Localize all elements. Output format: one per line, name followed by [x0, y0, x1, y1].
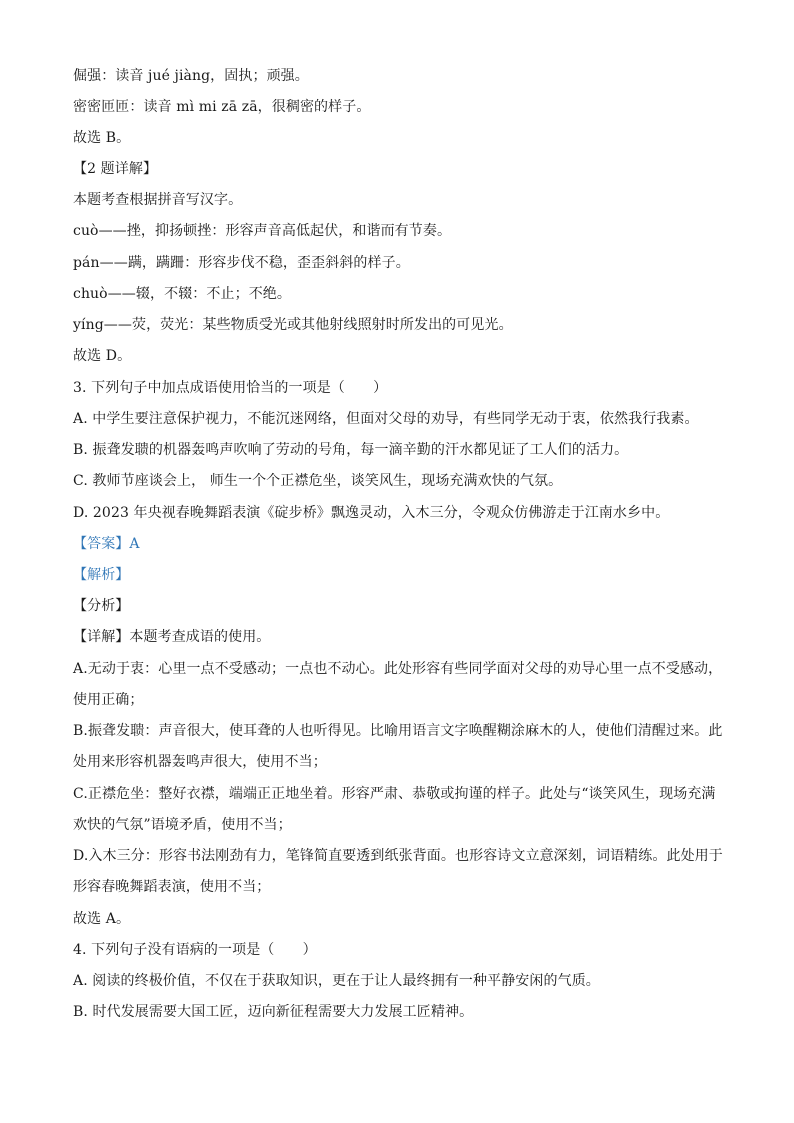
text-line: 故选 B。 [73, 130, 131, 146]
text-line: 本题考查根据拼音写汉字。 [73, 192, 243, 208]
text-line: 欢快的气氛”语境矛盾，使用不当； [73, 817, 292, 833]
text-line: C.正襟危坐：整好衣襟，端端正正地坐着。形容严肃、恭敬或拘谨的样子。此处与“谈笑风生，现场充满 [73, 786, 716, 802]
option-d: D. 2023 年央视春晚舞蹈表演《碇步桥》飘逸灵动，入木三分，令观众仿佛游走于江南水乡中。 [73, 505, 670, 521]
text-line: B.振聋发聩：声音很大，使耳聋的人也听得见。比喻用语言文字唤醒糊涂麻木的人，使他们清醒过来。此 [73, 723, 723, 739]
text-line: D.入木三分：形容书法刚劲有力，笔锋简直要透到纸张背面。也形容诗文立意深刻，词语精练。此处用于 [73, 848, 723, 864]
section-heading: 【2 题详解】 [73, 161, 158, 177]
section-heading: 【详解】本题考查成语的使用。 [73, 629, 271, 645]
analysis-label: 【解析】 [73, 567, 130, 583]
text-line: cuò——挫，抑扬顿挫：形容声音高低起伏，和谐而有节奏。 [73, 223, 452, 239]
option-a: A. 阅读的终极价值，不仅在于获取知识，更在于让人最终拥有一种平静安闲的气质。 [73, 973, 600, 989]
text-line: 使用正确； [73, 692, 144, 708]
option-c: C. 教师节座谈会上， 师生一个个正襟危坐，谈笑风生，现场充满欢快的气氛。 [73, 473, 563, 489]
option-b: B. 时代发展需要大国工匠，迈向新征程需要大力发展工匠精神。 [73, 1004, 474, 1020]
question-stem: 4. 下列句子没有语病的一项是（ ） [73, 942, 317, 958]
option-a: A. 中学生要注意保护视力，不能沉迷网络，但面对父母的劝导，有些同学无动于衷，依然我行我素。 [73, 411, 699, 427]
text-line: 故选 D。 [73, 348, 132, 364]
text-line: 故选 A。 [73, 911, 131, 927]
text-line: yíng——荧，荧光：某些物质受光或其他射线照射时所发出的可见光。 [73, 317, 513, 333]
text-line: chuò——辍，不辍：不止；不绝。 [73, 286, 292, 302]
question-stem: 3. 下列句子中加点成语使用恰当的一项是（ ） [73, 380, 388, 396]
text-line: 密密匝匝：读音 mì mi zā zā，很稠密的样子。 [73, 99, 371, 115]
answer-label: 【答案】A [73, 536, 140, 552]
text-line: 处用来形容机器轰鸣声很大，使用不当； [73, 754, 327, 770]
text-line: 形容春晚舞蹈表演，使用不当； [73, 879, 271, 895]
text-line: 倔强：读音 jué jiàng，固执；顽强。 [73, 68, 309, 84]
option-b: B. 振聋发聩的机器轰鸣声吹响了劳动的号角，每一滴辛勤的汗水都见证了工人们的活力。 [73, 442, 629, 458]
section-heading: 【分析】 [73, 598, 130, 614]
text-line: A.无动于衷：心里一点不受感动；一点也不动心。此处形容有些同学面对父母的劝导心里一点不受感动， [73, 661, 723, 677]
text-line: pán——蹒，蹒跚：形容步伐不稳，歪歪斜斜的样子。 [73, 255, 410, 271]
